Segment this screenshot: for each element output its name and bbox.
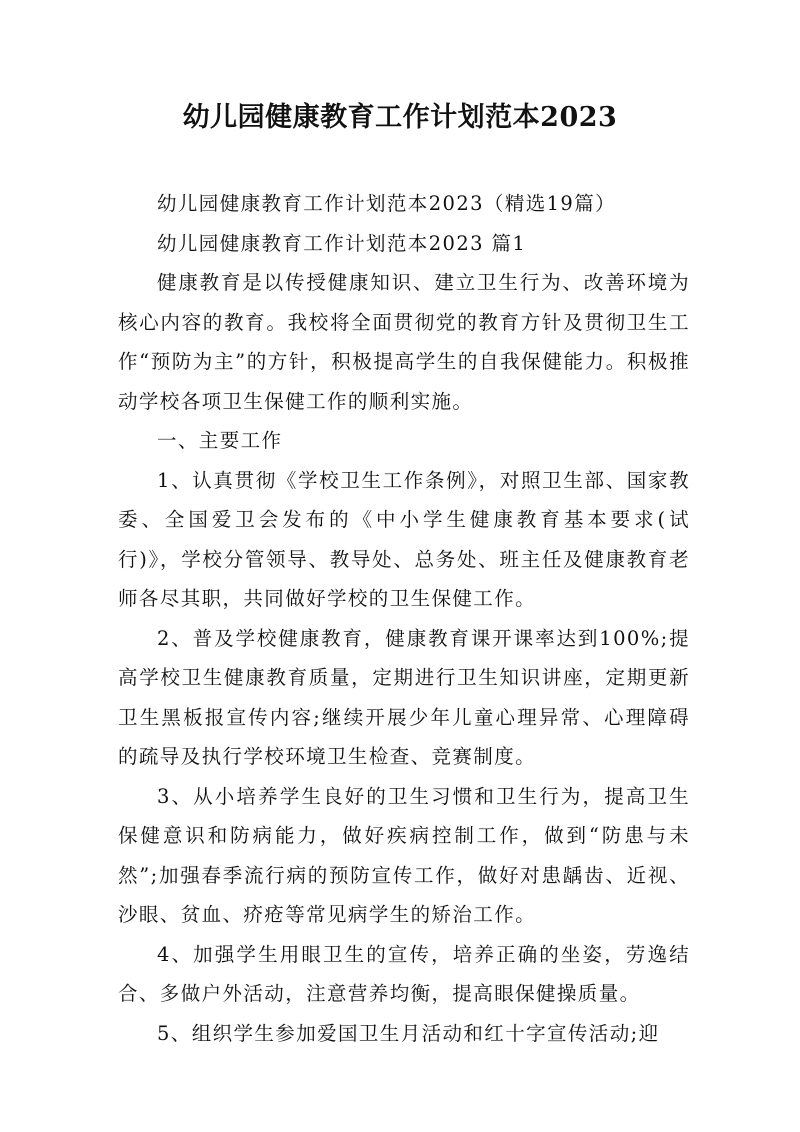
work-item-2: 2、普及学校健康教育，健康教育课开课率达到100%;提高学校卫生健康教育质量，定期进行卫生知识讲座，定期更新卫生黑板报宣传内容;继续开展少年儿童心理异常、心理障碍的疏导及执行学校环境卫生检查、竞赛制度。 [118,626,690,768]
intro-paragraph: 健康教育是以传授健康知识、建立卫生行为、改善环境为核心内容的教育。我校将全面贯彻党的教育方针及贯彻卫生工作“预防为主”的方针，积极提高学生的自我保健能力。积极推动学校各项卫生保健工作的顺利实施。 [118,271,690,413]
subtitle-paragraph: 幼儿园健康教育工作计划范本2023（精选19篇） [157,192,617,215]
document-title: 幼儿园健康教育工作计划范本2023 [182,102,618,133]
main-work-heading: 一、主要工作 [157,429,283,452]
section-heading-paragraph: 幼儿园健康教育工作计划范本2023 篇1 [157,231,527,255]
work-item-4: 4、加强学生用眼卫生的宣传，培养正确的坐姿，劳逸结合、多做户外活动，注意营养均衡，提高眼保健操质量。 [118,942,690,1005]
work-item-5: 5、组织学生参加爱国卫生月活动和红十字宣传活动;迎 [157,1021,660,1045]
work-item-1: 1、认真贯彻《学校卫生工作条例》，对照卫生部、国家教委、全国爱卫会发布的《中小学生健康教育基本要求(试行)》，学校分管领导、教导处、总务处、班主任及健康教育老师各尽其职，共同做好学校的卫生保健工作。 [118,468,690,610]
document-body [118,184,690,1053]
work-item-3: 3、从小培养学生良好的卫生习惯和卫生行为，提高卫生保健意识和防病能力，做好疾病控制工作，做到“防患与未然”;加强春季流行病的预防宣传工作，做好对患龋齿、近视、沙眼、贫血、疥疮等常见病学生的矫治工作。 [118,784,690,926]
